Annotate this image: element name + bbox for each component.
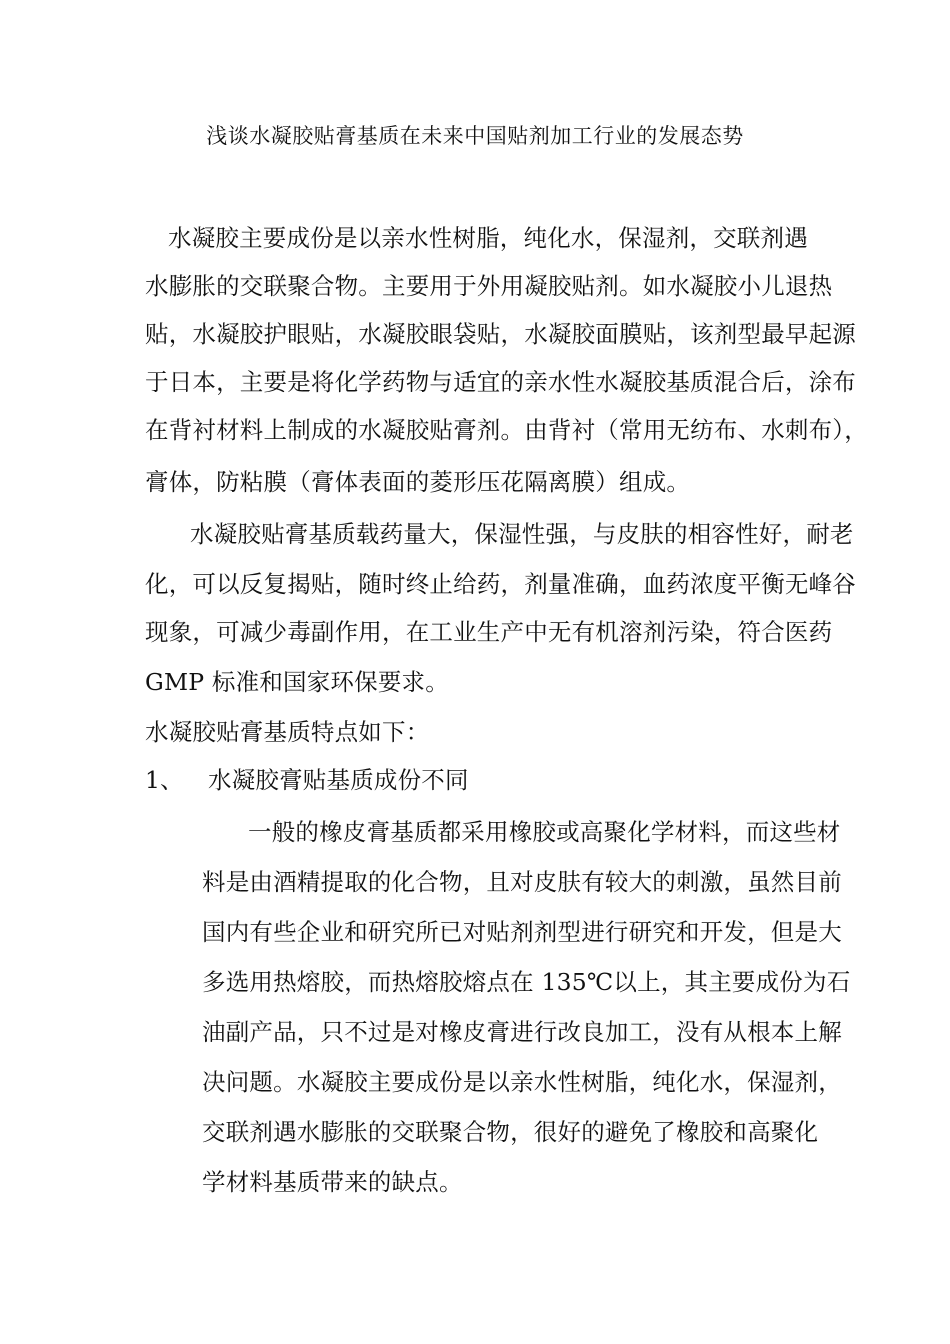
paragraph-line: 化，可以反复揭贴，随时终止给药，剂量准确，血药浓度平衡无峰谷: [145, 570, 856, 598]
section-line: 国内有些企业和研究所已对贴剂剂型进行研究和开发，但是大: [202, 918, 842, 946]
paragraph-line: 贴，水凝胶护眼贴，水凝胶眼袋贴，水凝胶面膜贴，该剂型最早起源: [145, 320, 856, 348]
section-line: 料是由酒精提取的化合物，且对皮肤有较大的刺激，虽然目前: [202, 868, 842, 896]
section-number: 1、: [145, 766, 184, 794]
section-line: 一般的橡皮膏基质都采用橡胶或高聚化学材料，而这些材: [248, 818, 841, 846]
document-title: 浅谈水凝胶贴膏基质在未来中国贴剂加工行业的发展态势: [206, 124, 744, 148]
paragraph-line: GMP 标准和国家环保要求。: [145, 668, 449, 696]
paragraph-line: 膏体，防粘膜（膏体表面的菱形压花隔离膜）组成。: [145, 468, 691, 496]
paragraph-line: 水凝胶贴膏基质载药量大，保湿性强，与皮肤的相容性好，耐老: [190, 520, 854, 548]
paragraph-line: 于日本，主要是将化学药物与适宜的亲水性水凝胶基质混合后，涂布: [145, 368, 856, 396]
paragraph-line: 水凝胶主要成份是以亲水性树脂，纯化水，保湿剂，交联剂遇: [168, 224, 808, 252]
section-heading: 水凝胶膏贴基质成份不同: [208, 766, 469, 794]
section-line: 学材料基质带来的缺点。: [202, 1168, 463, 1196]
section-line: 多选用热熔胶，而热熔胶熔点在 135℃以上，其主要成份为石: [202, 968, 851, 996]
paragraph-line: 水膨胀的交联聚合物。主要用于外用凝胶贴剂。如水凝胶小儿退热: [145, 272, 833, 300]
paragraph-line: 现象，可减少毒副作用，在工业生产中无有机溶剂污染，符合医药: [145, 618, 833, 646]
section-line: 交联剂遇水膨胀的交联聚合物，很好的避免了橡胶和高聚化: [202, 1118, 819, 1146]
section-line: 决问题。水凝胶主要成份是以亲水性树脂，纯化水，保湿剂，: [202, 1068, 842, 1096]
paragraph-line: 在背衬材料上制成的水凝胶贴膏剂。由背衬（常用无纺布、水刺布），: [145, 416, 868, 444]
features-intro: 水凝胶贴膏基质特点如下：: [145, 718, 430, 746]
section-line: 油副产品，只不过是对橡皮膏进行改良加工，没有从根本上解: [202, 1018, 842, 1046]
